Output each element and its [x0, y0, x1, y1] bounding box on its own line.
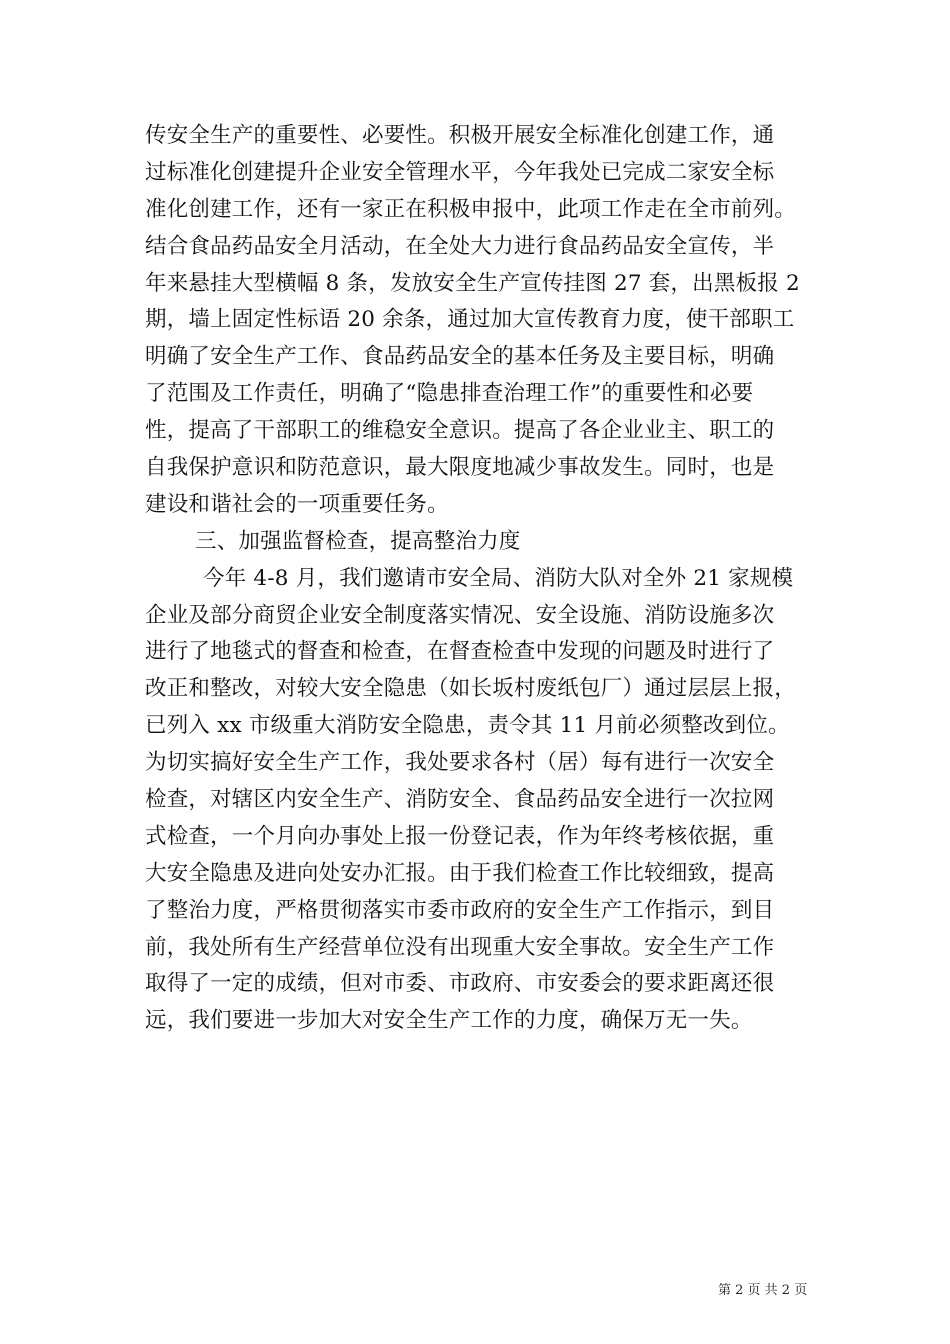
paragraph-line: 了范围及工作责任，明确了“隐患排查治理工作”的重要性和必要	[145, 381, 754, 407]
paragraph-line: 今年 4-8 月，我们邀请市安全局、消防大队对全外 21 家规模	[203, 565, 794, 591]
paragraph-line: 传安全生产的重要性、必要性。积极开展安全标准化创建工作，通	[145, 123, 775, 148]
paragraph-line: 已列入 xx 市级重大消防安全隐患，责令其 11 月前必须整改到位。	[145, 713, 790, 739]
paragraph-line: 年来悬挂大型横幅 8 条，发放安全生产宣传挂图 27 套，出黑板报 2	[145, 270, 800, 296]
paragraph-line: 前，我处所有生产经营单位没有出现重大安全事故。安全生产工作	[145, 934, 775, 960]
paragraph-line: 取得了一定的成绩，但对市委、市政府、市安委会的要求距离还很	[145, 971, 775, 997]
paragraph-line: 改正和整改，对较大安全隐患（如长坂村废纸包厂）通过层层上报，	[145, 676, 797, 702]
paragraph-line: 进行了地毯式的督查和检查，在督查检查中发现的问题及时进行了	[145, 639, 775, 665]
paragraph-line: 性，提高了干部职工的维稳安全意识。提高了各企业业主、职工的	[145, 418, 775, 444]
paragraph-line: 期，墙上固定性标语 20 余条，通过加大宣传教育力度，使干部职工	[145, 307, 795, 333]
section-heading: 三、加强监督检查，提高整治力度	[195, 528, 521, 554]
paragraph-line: 远，我们要进一步加大对安全生产工作的力度，确保万无一失。	[145, 1008, 753, 1034]
document-body	[145, 118, 810, 1040]
paragraph-line: 结合食品药品安全月活动，在全处大力进行食品药品安全宣传，半	[145, 233, 775, 259]
paragraph-line: 准化创建工作，还有一家正在积极申报中，此项工作走在全市前列。	[145, 196, 797, 222]
paragraph-line: 为切实搞好安全生产工作，我处要求各村（居）每有进行一次安全	[145, 750, 775, 776]
paragraph-line: 明确了安全生产工作、食品药品安全的基本任务及主要目标，明确	[145, 344, 775, 370]
paragraph-line: 了整治力度，严格贯彻落实市委市政府的安全生产工作指示，到目	[145, 897, 775, 923]
page-number-footer: 第 2 页 共 2 页	[718, 1283, 808, 1298]
paragraph-line: 式检查，一个月向办事处上报一份登记表，作为年终考核依据，重	[145, 823, 775, 849]
paragraph-line: 自我保护意识和防范意识，最大限度地减少事故发生。同时，也是	[145, 455, 775, 481]
paragraph-line: 大安全隐患及进向处安办汇报。由于我们检查工作比较细致，提高	[145, 860, 775, 886]
paragraph-line: 建设和谐社会的一项重要任务。	[145, 491, 449, 517]
paragraph-line: 企业及部分商贸企业安全制度落实情况、安全设施、消防设施多次	[145, 602, 775, 628]
paragraph-line: 检查，对辖区内安全生产、消防安全、食品药品安全进行一次拉网	[145, 787, 775, 813]
paragraph-line: 过标准化创建提升企业安全管理水平，今年我处已完成二家安全标	[145, 159, 775, 185]
